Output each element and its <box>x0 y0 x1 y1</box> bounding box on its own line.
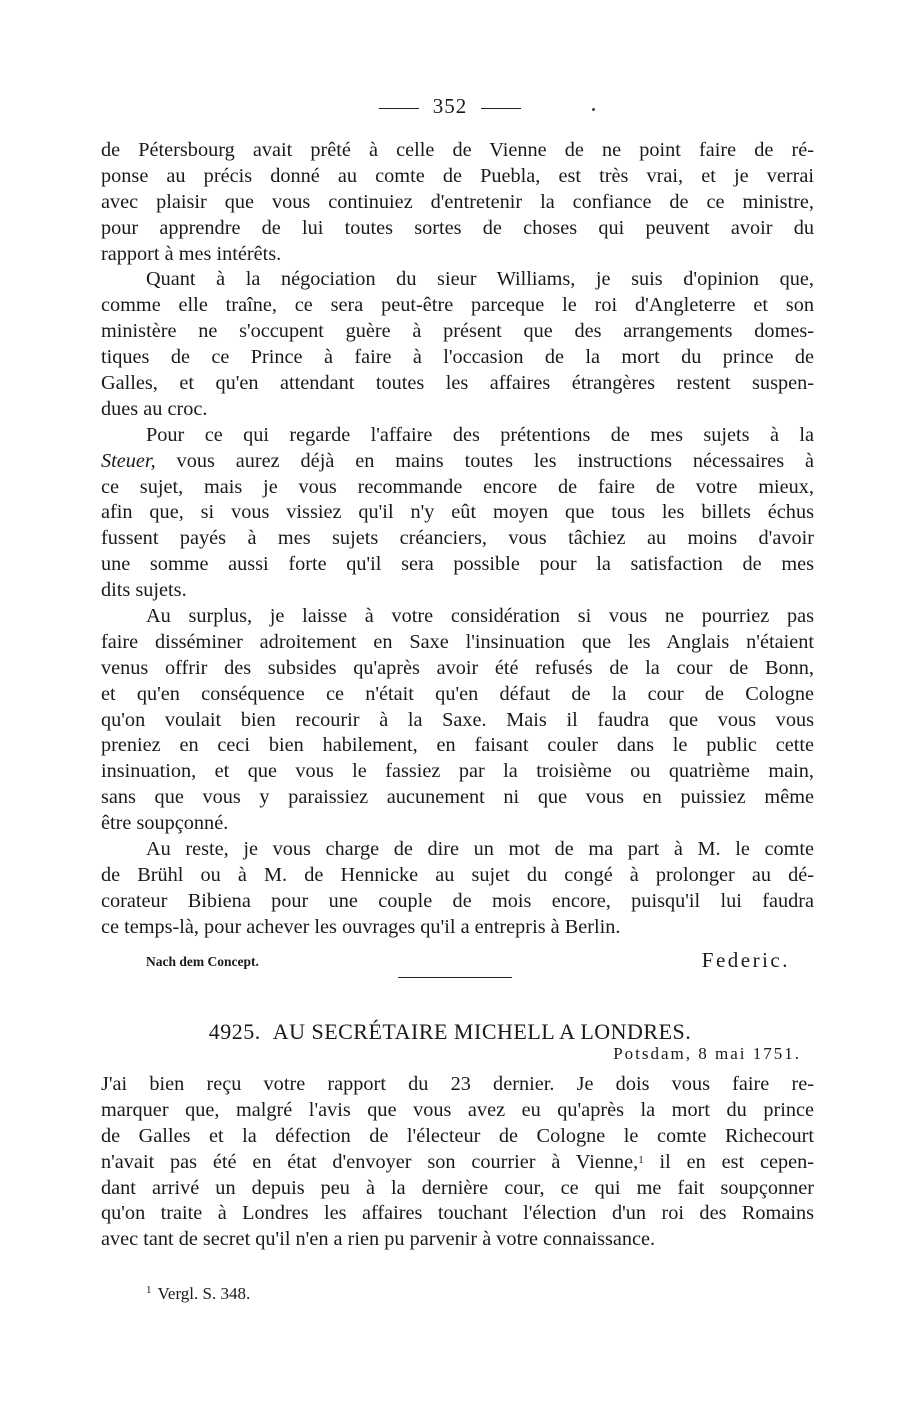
footnote <box>146 1284 250 1304</box>
text-line: insinuation, et que vous le fassiez par la troisième ou quatrième main, <box>101 760 814 783</box>
text-line: J'ai bien reçu votre rapport du 23 dernier. Je dois vous faire re- <box>101 1073 814 1095</box>
letter-body-2 <box>101 1072 814 1253</box>
text-line: Quant à la négociation du sieur Williams, je suis d'opinion que, <box>146 268 814 291</box>
text-line: n'avait pas été en état d'envoyer son courrier à Vienne,$^1$ il en est cepen- <box>101 1150 814 1173</box>
text-line: venus offrir des subsides qu'après avoir été refusés de la cour de Bonn, <box>101 656 814 679</box>
text-line: preniez en ceci bien habilement, en faisant couler dans le public cette <box>101 734 814 757</box>
text-line: Galles, et qu'en attendant toutes les affaires étrangères restent suspen- <box>101 372 814 395</box>
dateline: Potsdam, 8 mai 1751. <box>613 1044 801 1063</box>
document-title: AU SECRÉTAIRE MICHELL A LONDRES. <box>272 1019 692 1044</box>
text-line: avec plaisir que vous continuiez d'entretenir la confiance de ce ministre, <box>101 190 814 213</box>
italic-term: Steuer, <box>101 449 156 472</box>
text-line: et qu'en conséquence ce n'était qu'en défaut de la cour de Cologne <box>101 682 814 705</box>
print-speck <box>592 108 595 111</box>
text-line: une somme aussi forte qu'il sera possible pour la satisfaction de mes <box>101 553 814 576</box>
text-line: de Brühl ou à M. de Hennicke au sujet du congé à prolonger au dé- <box>101 863 814 886</box>
footnote-text: Vergl. S. 348. <box>157 1284 251 1303</box>
text-line: afin que, si vous vissiez qu'il n'y eût moyen que tous les billets échus <box>101 501 814 524</box>
text-line: Au surplus, je laisse à votre considération si vous ne pourriez pas <box>146 605 814 628</box>
section-divider <box>398 977 512 978</box>
text-line: qu'on voulait bien recourir à la Saxe. Mais il faudra que vous vous <box>101 708 814 731</box>
document-heading <box>0 1019 900 1045</box>
text-line: fussent payés à mes sujets créanciers, vous tâchiez au moins d'avoir <box>101 527 814 550</box>
text-line: Pour ce qui regarde l'affaire des prétentions de mes sujets à la <box>146 423 814 446</box>
text-line: corateur Bibiena pour une couple de mois encore, puisqu'il lui faudra <box>101 889 814 912</box>
footnote-ref: 1 <box>638 1153 644 1166</box>
text-line: tiques de ce Prince à faire à l'occasion de la mort du prince de <box>101 346 814 369</box>
text-line: ponse au précis donné au comte de Puebla, est très vrai, et je verrai <box>101 164 814 187</box>
text-line: de Pétersbourg avait prêté à celle de Vienne de ne point faire de ré- <box>101 139 814 161</box>
text-line: marquer que, malgré l'avis que vous avez eu qu'après la mort du prince <box>101 1098 814 1121</box>
text-line: Au reste, je vous charge de dire un mot de ma part à M. le comte <box>146 838 814 861</box>
footnote-marker: 1 <box>146 1284 152 1296</box>
text-line: dits sujets. <box>101 579 187 602</box>
text-line: dant arrivé un depuis peu à la dernière cour, ce qui me fait soupçonner <box>101 1176 814 1199</box>
text-line: dues au croc. <box>101 397 208 420</box>
closing-row <box>146 948 790 974</box>
text-line: Steuer, vous aurez déjà en mains toutes les instructions nécessaires à <box>101 449 814 472</box>
text-line: rapport à mes intérêts. <box>101 242 282 265</box>
text-line: qu'on traite à Londres les affaires touchant l'élection d'un roi des Romains <box>101 1202 814 1225</box>
text-line: faire disséminer adroitement en Saxe l'insinuation que les Anglais n'étaient <box>101 630 814 653</box>
text-line: comme elle traîne, ce sera peut-être parceque le roi d'Angleterre et son <box>101 294 814 317</box>
document-number: 4925. <box>208 1019 261 1044</box>
text-line: sans que vous y paraissiez aucunement ni que vous en puissiez même <box>101 786 814 809</box>
page-number: 352 <box>432 94 468 118</box>
text-line: ce temps-là, pour achever les ouvrages qu'il a entrepris à Berlin. <box>101 915 621 938</box>
page-header <box>0 94 900 119</box>
source-note: Nach dem Concept. <box>146 954 259 969</box>
header-dash-right <box>481 108 521 109</box>
text-line: pour apprendre de lui toutes sortes de choses qui peuvent avoir du <box>101 216 814 239</box>
text-line: avec tant de secret qu'il n'en a rien pu parvenir à votre connaissance. <box>101 1228 656 1251</box>
signature: Federic. <box>701 948 790 972</box>
text-line: de Galles et la défection de l'électeur de Cologne le comte Richecourt <box>101 1124 814 1147</box>
text-line: être soupçonné. <box>101 812 229 835</box>
letter-body <box>101 138 814 941</box>
text-line: ce sujet, mais je vous recommande encore de faire de votre mieux, <box>101 475 814 498</box>
header-dash-left <box>379 108 419 109</box>
text-line: ministère ne s'occupent guère à présent que des arrangements domes- <box>101 320 814 343</box>
